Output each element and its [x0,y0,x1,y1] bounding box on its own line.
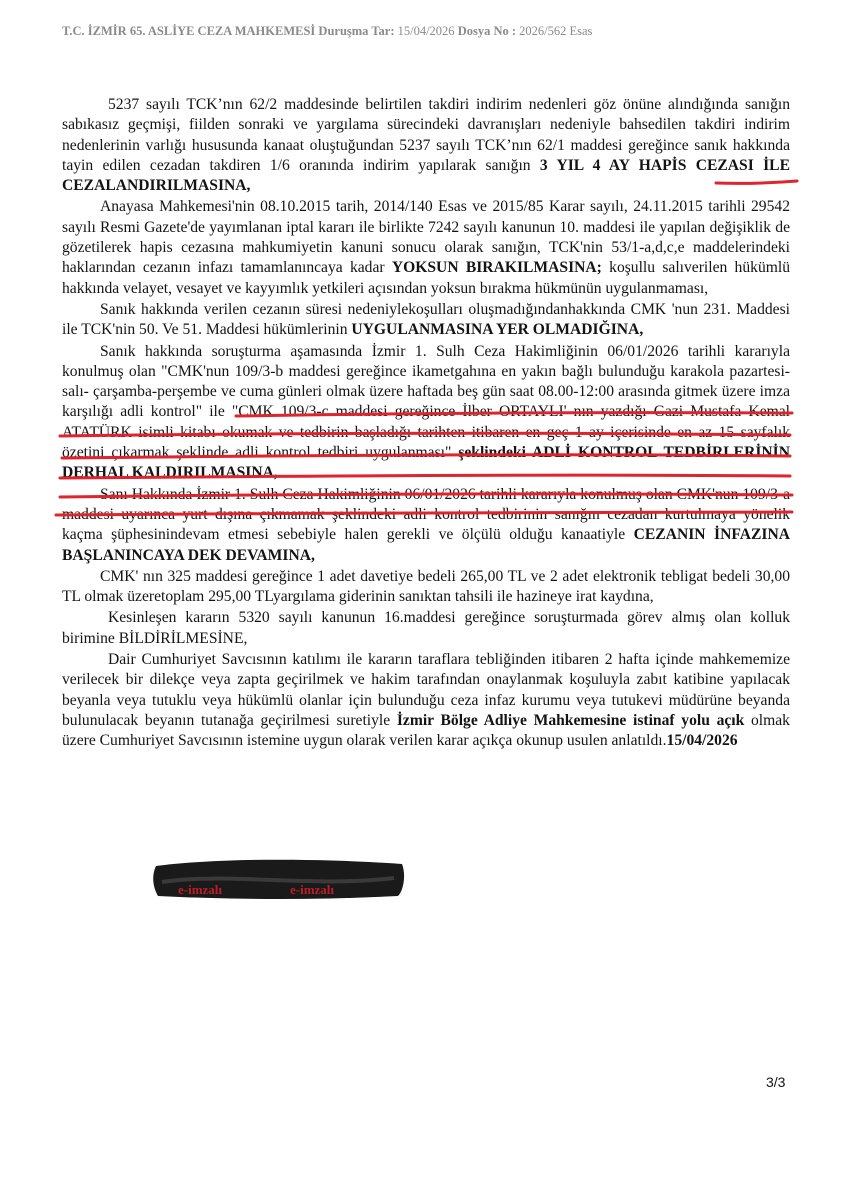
document-header [62,24,592,39]
hearing-date: 15/04/2026 [397,24,455,38]
sentence-text: 3 YIL 4 AY HAPİS CEZASI İLE CEZALANDIRILMASINA, [62,156,790,195]
paragraph-cmk-231: Sanık hakkında verilen cezanın süresi nedeniylekoşulları oluşmadığındanhakkında CMK 'nun 231. Maddesi ile TCK'nin 50. Ve 51. Maddesi hükümlerinin UYGULANMASINA YER OLMADIĞINA, [62,300,790,339]
paragraph-appeal: Dair Cumhuriyet Savcısının katılımı ile kararın taraflara tebliğinden itibaren 2 hafta içinde mahkememize verilecek bir dilekçe veya zapta geçirilmek ve hakim tarafından onaylanmak koşuluyla zabıt katibine yapılacak beyanla veya tutuklu veya hükümlü olanlar için bulunduğu ceza infaz kurumu veya tutukevi müdürüne beyanda bulunulacak beyanın tutanağa geçirilmesi suretiyle İzmir Bölge Adliye Mahkemesine istinaf yolu açık olmak üzere Cumhuriyet Savcısının istemine uygun olarak verilen karar açıkça okunup usulen anlatıldı.15/04/2026 [62,651,790,750]
hearing-date-label: Duruşma Tar: [318,24,395,38]
paragraph-costs: CMK' nın 325 maddesi gereğince 1 adet davetiye bedeli 265,00 TL ve 2 adet elektronik tebligat bedeli 30,00 TL olmak üzeretoplam 295,00 TLyargılama giderinin sanıktan tahsili ile hazineye irat kaydına, [62,567,790,606]
page-number: 3/3 [766,1074,786,1090]
e-signature-left: e-imzalı [178,882,223,897]
court-name: T.C. İZMİR 65. ASLİYE CEZA MAHKEMESİ [62,24,316,38]
paragraph-sentence-reduction: 5237 sayılı TCK’nın 62/2 maddesinde belirtilen takdiri indirim nedenleri göz önüne alındığında sanığın sabıkasız geçmişi, fiilden sonraki ve yargılama sürecindeki davranışları nedeniyle bahsedilen takdiri indirim nedenlerinin varlığı hususunda kanaat oluştuğundan 5237 sayılı TCK’nın 62/1 maddesi gereğince sanık hakkında tayin edilen cezadan takdiren 1/6 oranında indirim yapılarak sanığın 3 YIL 4 AY HAPİS CEZASI İLE CEZALANDIRILMASINA, [62,96,790,195]
document-body [62,95,790,752]
file-no: 2026/562 Esas [519,24,593,38]
paragraph-rights-deprivation: Anayasa Mahkemesi'nin 08.10.2015 tarih, 2014/140 Esas ve 2015/85 Karar sayılı, 24.11.2015 tarihli 29542 sayılı Resmi Gazete'de yayımlanan iptal kararı ile birlikte 7242 sayılı kanunun 10. maddesi ile yapılan değişiklik de gözetilerek hapis cezasına mahkumiyetin kanuni sonucu olarak sanığın, TCK'nin 53/1-a,d,c,e maddelerindeki haklarından cezanın infazı tamamlanıncaya kadar YOKSUN BIRAKILMASINA; koşullu salıverilen hükümlü hakkında velayet, vesayet ve kayyımlık yetkileri açısından yoksun bırakma hükmünün uygulanmaması, [62,198,790,297]
signature-block [148,852,410,904]
paragraph-judicial-control-lifted: Sanık hakkında soruşturma aşamasında İzmir 1. Sulh Ceza Hakimliğinin 06/01/2026 tarihli kararıyla konulmuş olan "CMK'nun 109/3-b maddesi gereğince ikametgahına en yakın bağlı bulunduğu karakola pazartesi- salı- çarşamba-perşembe ve cuma günleri olmak üzere haftada beş gün saat 08.00-12:00 arasında gitmek üzere imza karşılığı adli kontrol" ile "CMK 109/3-c maddesi gereğince İlber ORTAYLI' nın yazdığı Gazi Mustafa Kemal ATATÜRK isimli kitabı okumak ve tedbirin başladığı tarihten itibaren en geç 1 ay içerisinde en az 15 sayfalık özetini çıkarmak şeklinde adli kontrol tedbiri uygulanması" şeklindeki ADLİ KONTROL TEDBİRLERİNİN DERHAL KALDIRILMASINA, [62,342,791,482]
decision-date: 15/04/2026 [666,732,738,750]
paragraph-travel-ban: Sanı Hakkında İzmir 1. Sulh Ceza Hakimliğinin 06/01/2026 tarihli kararıyla konulmuş olan CMK'nun 109/3-a maddesi uyarınca yurt dışına çıkmamak şeklindeki adli kontrol tedbirinin sanığın cezadan kurtulmaya yönelik kaçma şüphesinindevam etmesi sebebiyle halen gerekli ve ölçülü olduğu kanaatiyle CEZANIN İNFAZINA BAŞLANINCAYA DEK DEVAMINA, [62,485,790,564]
file-no-label: Dosya No : [457,24,517,38]
e-signature-right: e-imzalı [290,882,335,897]
paragraph-notification: Kesinleşen kararın 5320 sayılı kanunun 16.maddesi gereğince soruşturmada görev almış olan kolluk birimine BİLDİRİLMESİNE, [62,609,790,647]
